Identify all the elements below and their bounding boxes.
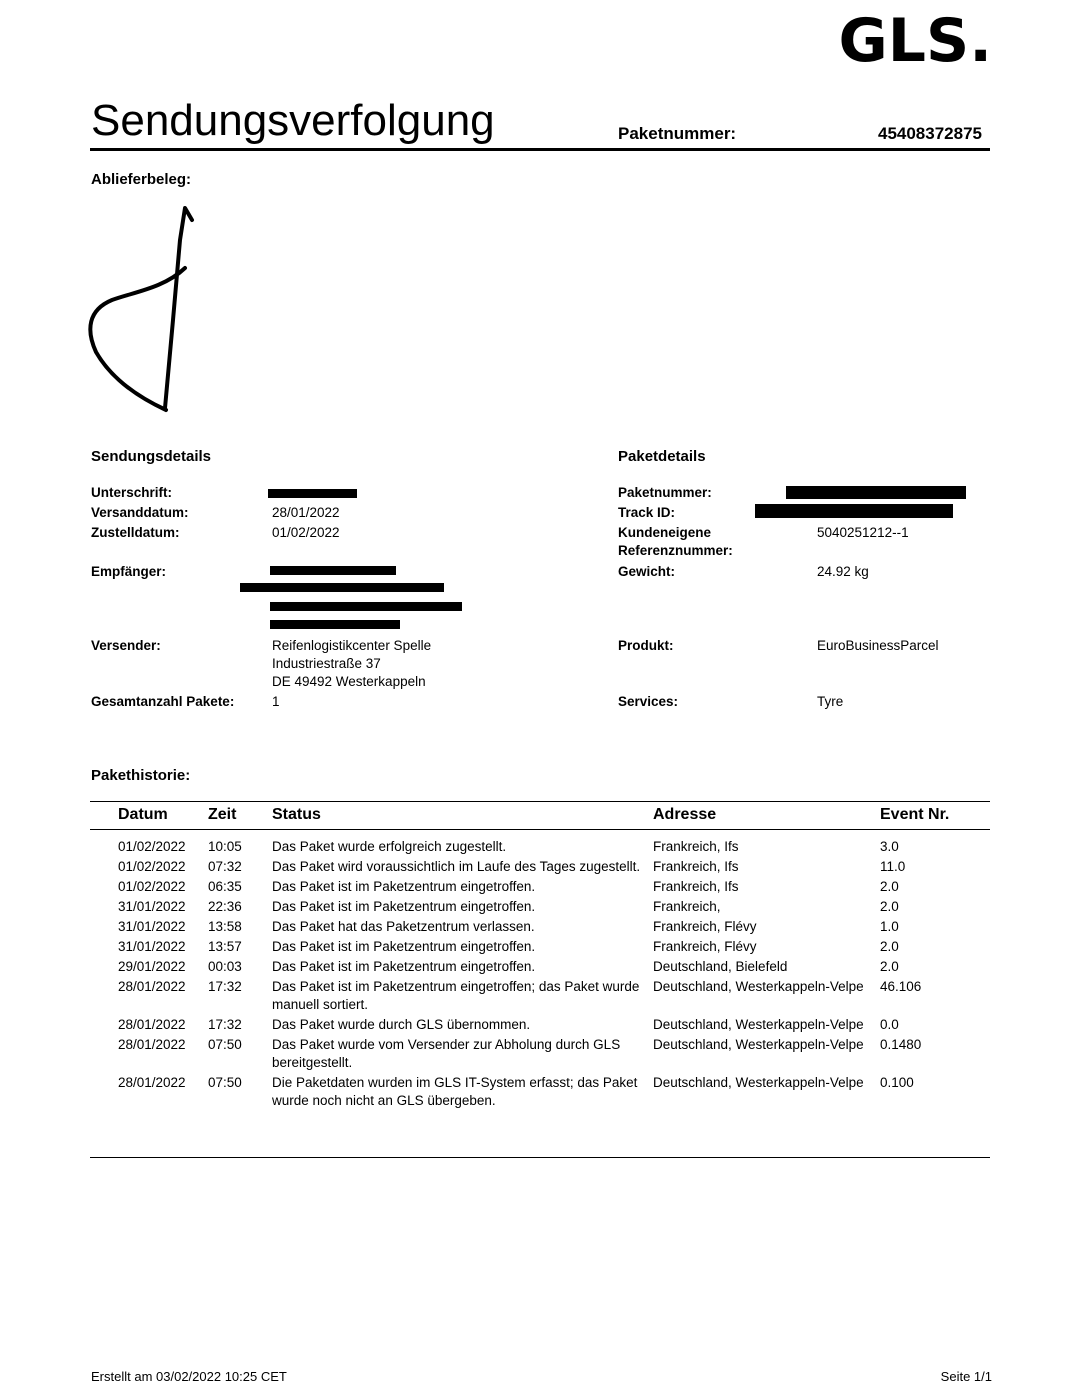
cell-adresse: Frankreich, Ifs [653,879,739,894]
cell-adresse: Deutschland, Bielefeld [653,959,788,974]
ablieferbeleg-label: Ablieferbeleg: [91,171,192,188]
versender-label: Versender: [91,638,161,653]
cell-datum: 01/02/2022 [118,839,186,854]
cell-status: Das Paket ist im Paketzentrum eingetroffen. [272,939,536,954]
row-indent [90,838,118,858]
cell-zeit: 07:32 [208,859,242,874]
gewicht-value: 24.92 kg [817,564,869,579]
cell-datum: 01/02/2022 [118,859,186,874]
table-row [90,1074,990,1112]
empfaenger-label: Empfänger: [91,564,167,579]
kundenref-label: Referenznummer: [618,543,733,558]
redacted-signature-name [268,489,357,498]
cell-status: Das Paket wurde vom Versender zur Abholung durch GLS bereitgestellt. [272,1037,621,1070]
zustelldatum-value: 01/02/2022 [272,525,340,540]
column-header-datum: Datum [118,806,168,823]
table-row [90,958,990,978]
redacted-recipient-line [270,620,400,629]
cell-adresse: Deutschland, Westerkappeln-Velpe [653,1017,864,1032]
cell-status: Das Paket wurde erfolgreich zugestellt. [272,839,507,854]
cell-event: 11.0 [880,859,906,874]
cell-status: Das Paket ist im Paketzentrum eingetroffen. [272,899,536,914]
kundenref-label: Kundeneigene [618,525,712,540]
cell-zeit: 13:58 [208,919,242,934]
row-indent [90,858,118,878]
cell-adresse: Deutschland, Westerkappeln-Velpe [653,1075,864,1090]
row-indent [90,898,118,918]
cell-event: 1.0 [880,919,899,934]
redacted-recipient-line [270,602,462,611]
table-row [90,978,990,1016]
cell-adresse: Frankreich, [653,899,721,914]
title-divider [90,148,990,151]
footer-created: Erstellt am 03/02/2022 10:25 CET [91,1369,287,1384]
redacted-track-id [755,504,953,518]
paketdetails-heading: Paketdetails [618,448,706,465]
redacted-paketnummer [786,486,966,499]
column-header-adresse: Adresse [653,806,717,823]
history-bottom-rule [90,1157,990,1158]
footer-page-number: Seite 1/1 [940,1369,992,1384]
paketnummer-header-label: Paketnummer: [618,124,737,143]
cell-event: 2.0 [880,959,899,974]
cell-datum: 31/01/2022 [118,919,186,934]
cell-zeit: 00:03 [208,959,242,974]
cell-adresse: Frankreich, Flévy [653,919,757,934]
table-row [90,938,990,958]
row-indent [90,918,118,938]
zustelldatum-label: Zustelldatum: [91,525,180,540]
cell-status: Das Paket ist im Paketzentrum eingetroffen. [272,959,536,974]
table-row [90,878,990,898]
cell-adresse: Frankreich, Flévy [653,939,757,954]
row-indent [90,1036,118,1074]
cell-status: Das Paket hat das Paketzentrum verlassen. [272,919,535,934]
cell-datum: 28/01/2022 [118,1037,186,1052]
table-row [90,838,990,858]
column-header-event: Event Nr. [880,806,950,823]
cell-zeit: 13:57 [208,939,242,954]
column-header-zeit: Zeit [208,806,237,823]
sendungsdetails-heading: Sendungsdetails [91,448,212,465]
unterschrift-label: Unterschrift: [91,485,173,500]
cell-datum: 29/01/2022 [118,959,186,974]
cell-datum: 31/01/2022 [118,899,186,914]
paketnummer-label: Paketnummer: [618,485,712,500]
history-top-rule [90,801,990,802]
services-value: Tyre [817,694,844,709]
cell-datum: 01/02/2022 [118,879,186,894]
history-table [90,838,990,1112]
gewicht-label: Gewicht: [618,564,676,579]
cell-datum: 28/01/2022 [118,979,186,994]
cell-status: Das Paket wird voraussichtlich im Laufe des Tages zugestellt. [272,859,641,874]
row-indent [90,978,118,1016]
cell-datum: 28/01/2022 [118,1017,186,1032]
row-indent [90,938,118,958]
cell-zeit: 07:50 [208,1075,242,1090]
cell-event: 2.0 [880,939,899,954]
services-label: Services: [618,694,679,709]
gesamtanzahl-value: 1 [272,694,280,709]
cell-zeit: 22:36 [208,899,242,914]
row-indent [90,958,118,978]
cell-zeit: 06:35 [208,879,242,894]
delivery-signature [84,200,204,415]
redacted-recipient-line [270,566,396,575]
cell-zeit: 17:32 [208,979,242,994]
table-row [90,1036,990,1074]
cell-event: 2.0 [880,899,899,914]
pakethistorie-heading: Pakethistorie: [91,767,191,784]
cell-status: Die Paketdaten wurden im GLS IT-System erfasst; das Paket wurde noch nicht an GLS übergeben. [272,1075,638,1108]
cell-zeit: 07:50 [208,1037,242,1052]
produkt-value: EuroBusinessParcel [817,638,939,653]
cell-event: 46.106 [880,979,922,994]
cell-datum: 31/01/2022 [118,939,186,954]
versanddatum-label: Versanddatum: [91,505,189,520]
row-indent [90,878,118,898]
page-title: Sendungsverfolgung [91,96,495,145]
cell-status: Das Paket wurde durch GLS übernommen. [272,1017,531,1032]
cell-datum: 28/01/2022 [118,1075,186,1090]
versender-line: DE 49492 Westerkappeln [272,674,426,689]
trackid-label: Track ID: [618,505,676,520]
cell-adresse: Deutschland, Westerkappeln-Velpe [653,1037,864,1052]
row-indent [90,1074,118,1112]
cell-adresse: Deutschland, Westerkappeln-Velpe [653,979,864,994]
cell-event: 0.0 [880,1017,899,1032]
cell-adresse: Frankreich, Ifs [653,839,739,854]
versender-line: Reifenlogistikcenter Spelle [272,638,432,653]
history-header-rule [90,829,990,830]
cell-event: 3.0 [880,839,899,854]
gls-logo: GLS. [838,6,992,76]
cell-adresse: Frankreich, Ifs [653,859,739,874]
cell-status: Das Paket ist im Paketzentrum eingetroffen; das Paket wurde manuell sortiert. [272,979,640,1012]
cell-status: Das Paket ist im Paketzentrum eingetroffen. [272,879,536,894]
versanddatum-value: 28/01/2022 [272,505,340,520]
cell-event: 0.1480 [880,1037,922,1052]
cell-event: 2.0 [880,879,899,894]
gesamtanzahl-label: Gesamtanzahl Pakete: [91,694,235,709]
produkt-label: Produkt: [618,638,674,653]
column-header-status: Status [272,806,321,823]
versender-line: Industriestraße 37 [272,656,381,671]
paketnummer-header-value: 45408372875 [877,124,982,143]
cell-event: 0.100 [880,1075,914,1090]
table-row [90,858,990,878]
redacted-recipient-line [240,583,444,592]
table-row [90,898,990,918]
table-row [90,918,990,938]
cell-zeit: 10:05 [208,839,242,854]
kundenref-value: 5040251212--1 [817,525,909,540]
cell-zeit: 17:32 [208,1017,242,1032]
table-row [90,1016,990,1036]
row-indent [90,1016,118,1036]
